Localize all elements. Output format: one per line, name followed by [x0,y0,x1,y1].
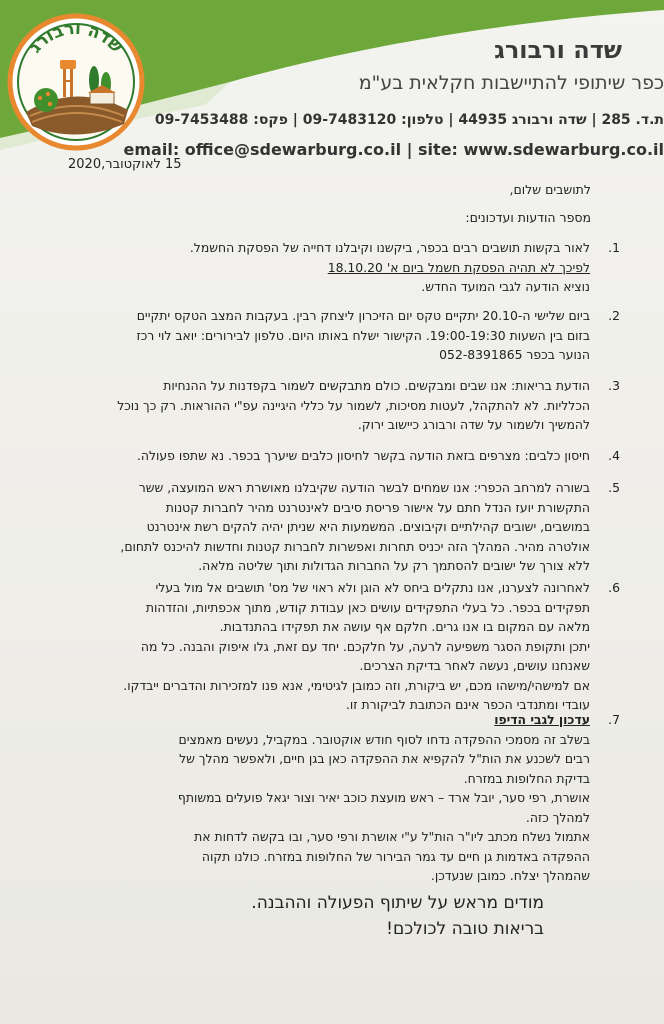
item-line: הנוער בכפר 052-8391865 [439,347,590,362]
item-heading: עדכון לגבי הדיפו [494,712,590,727]
item-line: נוציא הודעה לגבי המועד החדש. [421,279,590,294]
org-name: שדה ורבורג [494,36,622,64]
org-contact-line: ת.ד. 285 | שדה ורבורג 44935 | טלפון: 09-7483120 | פקס: 09-7453488 [154,112,664,128]
item-line: ההפקדה באדמות גן חיים עד גמר הבירור של החלופות במזרח. כולנו תקוה [201,848,590,864]
list-item-3 [20,376,620,435]
item-line: חיסון כלבים: מצרפים בזאת הודעה בקשר לחיסון כלבים שיערך בכפר. נא שתפו פעולה. [136,448,590,463]
item-line: ביום שלישי ה-20.10 יתקיים טקס יום הזיכרון ליצחק רבין. בעקבות המצב הטקס יתקיים [136,308,590,323]
item-line: יתכן ותקופת הסגר משפיעה לרעה, על חלקכם. יחד עם זאת, גלו איפוק והבנה. כל מה [140,638,590,654]
item-line: אולטרה מהיר. המהלך הזה יכניס תחרות ואפשרות לחברות קטנות וחדשות להיכנס לתחום, [120,538,590,554]
list-item-4 [20,446,620,466]
item-line: רבים לשכנע את הות"ל להקפיא את ההפקדה כאן בגן חיים, ולאפשר מהלך של [179,751,590,766]
item-line: עובדי ומתנדבי הכפר אינם הכתובת לביקורת זו. [345,697,590,712]
item-line: תפקידים בכפר. כל בעלי התפקידים עושים כאן עבודת קודש, מתוך אכפתיות, והזדהות [145,599,590,615]
item-line: הודעת בריאות: אנו שבים ומבקשים. כולם מתבקשים לשמור בקפדנות על ההנחיות [163,378,590,393]
closing-wishes: בריאות טובה לכולכם! [386,919,544,939]
org-subtitle: כפר שיתופי להתיישבות חקלאית בע"מ [358,72,664,94]
item-line: לאחרונה לצערנו, אנו נתקלים ביחס לא הוגן ולא ראוי של מס' תושבים אל מול בעלי [155,580,590,595]
village-logo [6,12,146,152]
item-line: בדיקת החלופות במזרח. [463,770,590,786]
item-line: התקשורת יועז הנדל חתם על אישור פריסת סיבים לאינטרנט מהיר לחברות קטנות [165,499,590,515]
item-line: הכלליות. לא להתקהל, לעטות מסיכות, לשמור על כללי היגיינה עפ"י ההוראות. רק כך נוכל [117,397,590,413]
list-item-7 [20,710,620,886]
item-line: אם למישהי/מישהו מכם, יש ביקורת, וזה כמובן לגיטימי, אנא פנו למזכירות והדברים ייבדקו. [123,677,590,693]
list-item-1 [20,238,620,297]
item-line: לאור בקשות תושבים רבים בכפר, ביקשנו וקיבלנו דחייה של הפסקת החשמל. [189,240,590,255]
item-line: שהמהלך יצלח. כמובן שנעדכן. [430,868,590,883]
svg-text:שדה ורבורג: שדה ורבורג [25,18,127,58]
item-line: ללא צורך של ישובים להסתמך רק על החברות הגדולות ותוך שליטה מלאה. [198,558,590,573]
greeting: לתושבים שלום, [509,182,591,197]
item-line: במושבים, ישובים קהילתיים וקיבוצים. המשמעות היא שניתן יהיה להקים רשת אינטרנט [146,519,590,534]
item-line: אושרת, רפי סער, יובל ארד – ראש מועצת כוכב יאיר וצור יגאל פועלים במשותף [177,790,590,805]
item-line: בשלב זה מסמכי ההפקדה נדחו לסוף חודש אוקטובר. במקביל, נעשים מאמצים [178,731,590,747]
item-line: להמשיך ולשמור על שדה ורבורג כיישוב ירוק. [357,417,590,432]
item-line: בשורה למרחב הכפרי: אנו שמחים לבשר הודעה שקיבלנו מאושרת ראש המועצה, ששר [138,480,590,495]
list-item-5 [20,478,620,576]
item-number: 4. [608,448,620,463]
item-line: אתמול נשלח מכתב ליו"ר הות"ל ע"י אושרת ורפי סער, ובו בקשה לדחות את [194,829,590,844]
list-item-6 [20,578,620,715]
org-web-line: email: office@sdewarburg.co.il | site: www.sdewarburg.co.il [123,140,664,159]
letter-date: 15 לאוקטובר,2020 [68,157,182,172]
item-number: 7. [608,712,620,727]
item-number: 2. [608,308,620,323]
item-number: 1. [608,240,620,255]
item-line: בזום בין השעות 19:00-19:30. הקישור ישלח באותו היום. טלפון לבירורים: יואב לוי רכז [136,327,590,343]
closing-thanks: מודים מראש על שיתוף הפעולה וההבנה. [251,893,544,913]
item-line: לפיכך לא תהיה הפסקת חשמל ביום א' 18.10.20 [327,259,590,275]
intro: מספר הודעות ועדכונים: [465,210,591,225]
item-line: שאנחנו עושים, נעשה לאחר בדיקת הצרכים. [359,658,590,673]
item-line: למהלך כזה. [525,809,590,825]
item-number: 5. [608,480,620,495]
list-item-2 [20,306,620,365]
item-line: מלאה עם המקום בו אנו גרים. חלקם אף עושה את תפקידו בהתנדבות. [219,619,590,634]
item-number: 6. [608,580,620,595]
item-number: 3. [608,378,620,393]
